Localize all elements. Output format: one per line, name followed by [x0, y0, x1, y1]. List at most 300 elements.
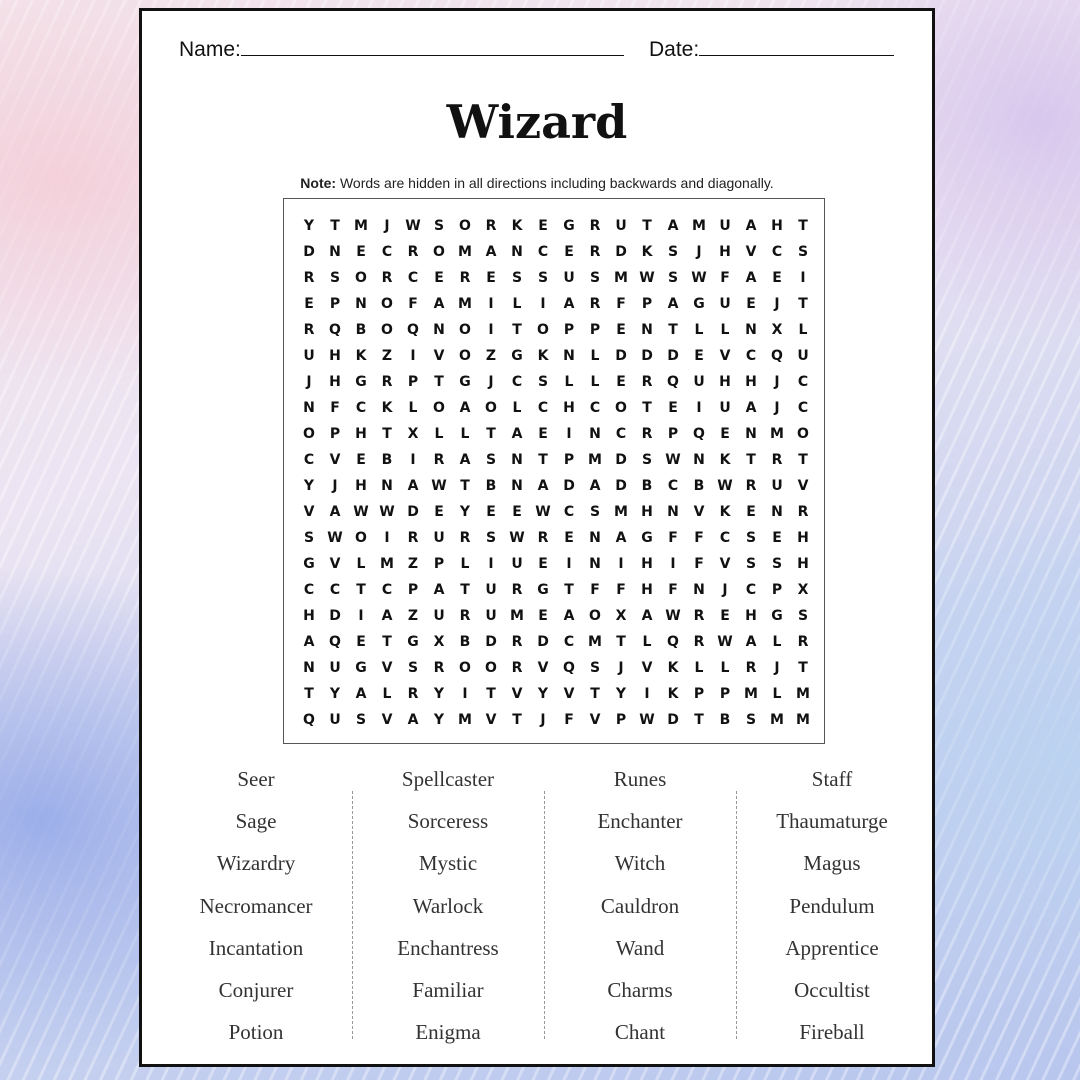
- grid-letter[interactable]: W: [405, 218, 421, 234]
- grid-letter[interactable]: F: [720, 270, 730, 286]
- grid-letter[interactable]: B: [719, 712, 731, 728]
- grid-letter[interactable]: E: [356, 634, 366, 650]
- grid-letter[interactable]: E: [772, 270, 782, 286]
- grid-letter[interactable]: X: [407, 426, 419, 442]
- grid-letter[interactable]: H: [641, 504, 653, 520]
- grid-letter[interactable]: L: [356, 556, 366, 572]
- grid-letter[interactable]: O: [485, 400, 497, 416]
- grid-letter[interactable]: W: [717, 478, 733, 494]
- grid-letter[interactable]: Z: [381, 348, 393, 364]
- grid-letter[interactable]: H: [355, 426, 367, 442]
- grid-letter[interactable]: C: [719, 530, 731, 546]
- grid-letter[interactable]: F: [330, 400, 340, 416]
- grid-letter[interactable]: I: [358, 608, 364, 624]
- grid-letter[interactable]: I: [644, 686, 650, 702]
- grid-letter[interactable]: K: [667, 686, 679, 702]
- grid-letter[interactable]: R: [745, 660, 757, 676]
- grid-letter[interactable]: E: [538, 218, 548, 234]
- grid-letter[interactable]: I: [384, 530, 390, 546]
- grid-letter[interactable]: M: [770, 426, 784, 442]
- grid-letter[interactable]: E: [538, 556, 548, 572]
- grid-letter[interactable]: V: [433, 348, 445, 364]
- grid-letter[interactable]: H: [745, 608, 757, 624]
- grid-letter[interactable]: F: [668, 530, 678, 546]
- grid-letter[interactable]: A: [615, 530, 627, 546]
- grid-letter[interactable]: O: [381, 296, 393, 312]
- grid-letter[interactable]: R: [771, 452, 783, 468]
- grid-letter[interactable]: T: [538, 452, 548, 468]
- grid-letter[interactable]: K: [381, 400, 393, 416]
- grid-letter[interactable]: Y: [303, 478, 315, 494]
- grid-letter[interactable]: S: [641, 452, 653, 468]
- grid-letter[interactable]: H: [797, 530, 809, 546]
- grid-letter[interactable]: S: [511, 270, 523, 286]
- grid-letter[interactable]: J: [774, 296, 780, 312]
- grid-letter[interactable]: U: [719, 218, 731, 234]
- grid-letter[interactable]: C: [537, 400, 549, 416]
- grid-letter[interactable]: R: [745, 478, 757, 494]
- grid-letter[interactable]: O: [459, 660, 471, 676]
- grid-letter[interactable]: D: [667, 348, 679, 364]
- grid-letter[interactable]: E: [564, 244, 574, 260]
- grid-letter[interactable]: Y: [433, 686, 445, 702]
- grid-letter[interactable]: L: [642, 634, 652, 650]
- grid-letter[interactable]: B: [485, 478, 497, 494]
- grid-letter[interactable]: V: [797, 478, 809, 494]
- grid-letter[interactable]: L: [772, 634, 782, 650]
- grid-letter[interactable]: U: [719, 400, 731, 416]
- grid-letter[interactable]: N: [433, 322, 445, 338]
- grid-letter[interactable]: A: [667, 296, 679, 312]
- grid-letter[interactable]: A: [433, 296, 445, 312]
- grid-letter[interactable]: T: [798, 296, 808, 312]
- grid-letter[interactable]: L: [512, 296, 522, 312]
- grid-letter[interactable]: G: [537, 582, 549, 598]
- grid-letter[interactable]: K: [511, 218, 523, 234]
- grid-letter[interactable]: C: [381, 244, 393, 260]
- grid-letter[interactable]: U: [563, 270, 575, 286]
- grid-letter[interactable]: E: [356, 244, 366, 260]
- grid-letter[interactable]: B: [355, 322, 367, 338]
- grid-letter[interactable]: P: [667, 426, 679, 442]
- grid-letter[interactable]: C: [797, 374, 809, 390]
- grid-letter[interactable]: A: [667, 218, 679, 234]
- grid-letter[interactable]: E: [538, 608, 548, 624]
- grid-letter[interactable]: H: [329, 348, 341, 364]
- grid-letter[interactable]: Y: [459, 504, 471, 520]
- grid-letter[interactable]: S: [797, 608, 809, 624]
- grid-letter[interactable]: J: [540, 712, 546, 728]
- grid-letter[interactable]: P: [615, 712, 627, 728]
- grid-letter[interactable]: T: [512, 712, 522, 728]
- grid-letter[interactable]: N: [511, 452, 523, 468]
- grid-letter[interactable]: K: [641, 244, 653, 260]
- grid-letter[interactable]: L: [460, 556, 470, 572]
- grid-letter[interactable]: C: [537, 244, 549, 260]
- grid-letter[interactable]: K: [355, 348, 367, 364]
- grid-letter[interactable]: I: [566, 426, 572, 442]
- grid-letter[interactable]: U: [329, 660, 341, 676]
- grid-letter[interactable]: E: [720, 608, 730, 624]
- grid-letter[interactable]: H: [329, 374, 341, 390]
- grid-letter[interactable]: A: [537, 478, 549, 494]
- grid-letter[interactable]: N: [563, 348, 575, 364]
- grid-letter[interactable]: O: [381, 322, 393, 338]
- grid-letter[interactable]: X: [433, 634, 445, 650]
- grid-letter[interactable]: Y: [615, 686, 627, 702]
- grid-letter[interactable]: O: [459, 218, 471, 234]
- grid-letter[interactable]: T: [642, 400, 652, 416]
- grid-letter[interactable]: L: [434, 426, 444, 442]
- grid-letter[interactable]: T: [694, 712, 704, 728]
- grid-letter[interactable]: J: [332, 478, 338, 494]
- grid-letter[interactable]: R: [693, 608, 705, 624]
- grid-letter[interactable]: P: [589, 322, 601, 338]
- grid-letter[interactable]: H: [563, 400, 575, 416]
- grid-letter[interactable]: A: [745, 400, 757, 416]
- grid-letter[interactable]: M: [510, 608, 524, 624]
- grid-letter[interactable]: P: [329, 426, 341, 442]
- grid-letter[interactable]: C: [381, 582, 393, 598]
- grid-letter[interactable]: C: [615, 426, 627, 442]
- grid-letter[interactable]: N: [303, 400, 315, 416]
- grid-letter[interactable]: V: [537, 660, 549, 676]
- grid-letter[interactable]: C: [797, 400, 809, 416]
- grid-letter[interactable]: V: [303, 504, 315, 520]
- grid-letter[interactable]: C: [355, 400, 367, 416]
- grid-letter[interactable]: R: [641, 426, 653, 442]
- grid-letter[interactable]: Q: [693, 426, 705, 442]
- grid-letter[interactable]: T: [460, 478, 470, 494]
- grid-letter[interactable]: H: [719, 374, 731, 390]
- grid-letter[interactable]: R: [433, 660, 445, 676]
- grid-letter[interactable]: H: [641, 582, 653, 598]
- grid-letter[interactable]: N: [355, 296, 367, 312]
- grid-letter[interactable]: R: [407, 686, 419, 702]
- grid-letter[interactable]: C: [667, 478, 679, 494]
- grid-letter[interactable]: R: [303, 270, 315, 286]
- grid-letter[interactable]: Q: [407, 322, 419, 338]
- grid-letter[interactable]: T: [668, 322, 678, 338]
- grid-letter[interactable]: I: [462, 686, 468, 702]
- grid-letter[interactable]: T: [512, 322, 522, 338]
- grid-letter[interactable]: F: [616, 582, 626, 598]
- grid-letter[interactable]: L: [772, 686, 782, 702]
- grid-letter[interactable]: G: [511, 348, 523, 364]
- grid-letter[interactable]: F: [694, 556, 704, 572]
- grid-letter[interactable]: N: [329, 244, 341, 260]
- grid-letter[interactable]: W: [665, 608, 681, 624]
- grid-letter[interactable]: M: [692, 218, 706, 234]
- grid-letter[interactable]: Q: [667, 374, 679, 390]
- grid-letter[interactable]: A: [329, 504, 341, 520]
- grid-letter[interactable]: S: [537, 270, 549, 286]
- grid-letter[interactable]: J: [618, 660, 624, 676]
- grid-letter[interactable]: A: [745, 270, 757, 286]
- grid-letter[interactable]: W: [509, 530, 525, 546]
- grid-letter[interactable]: T: [330, 218, 340, 234]
- grid-letter[interactable]: J: [696, 244, 702, 260]
- grid-letter[interactable]: G: [771, 608, 783, 624]
- grid-letter[interactable]: A: [485, 244, 497, 260]
- grid-letter[interactable]: G: [355, 374, 367, 390]
- grid-letter[interactable]: S: [303, 530, 315, 546]
- grid-letter[interactable]: P: [693, 686, 705, 702]
- grid-letter[interactable]: J: [722, 582, 728, 598]
- grid-letter[interactable]: C: [511, 374, 523, 390]
- grid-letter[interactable]: W: [535, 504, 551, 520]
- grid-letter[interactable]: W: [639, 712, 655, 728]
- grid-letter[interactable]: G: [407, 634, 419, 650]
- grid-letter[interactable]: M: [744, 686, 758, 702]
- grid-letter[interactable]: L: [460, 426, 470, 442]
- grid-letter[interactable]: V: [381, 712, 393, 728]
- grid-letter[interactable]: U: [771, 478, 783, 494]
- grid-letter[interactable]: L: [720, 660, 730, 676]
- grid-letter[interactable]: W: [327, 530, 343, 546]
- grid-letter[interactable]: D: [563, 478, 575, 494]
- grid-letter[interactable]: W: [431, 478, 447, 494]
- grid-letter[interactable]: J: [384, 218, 390, 234]
- grid-letter[interactable]: N: [589, 556, 601, 572]
- grid-letter[interactable]: O: [433, 400, 445, 416]
- grid-letter[interactable]: C: [407, 270, 419, 286]
- grid-letter[interactable]: O: [433, 244, 445, 260]
- grid-letter[interactable]: T: [304, 686, 314, 702]
- grid-letter[interactable]: D: [485, 634, 497, 650]
- grid-letter[interactable]: H: [303, 608, 315, 624]
- grid-letter[interactable]: N: [771, 504, 783, 520]
- grid-letter[interactable]: K: [667, 660, 679, 676]
- grid-letter[interactable]: F: [408, 296, 418, 312]
- grid-letter[interactable]: E: [512, 504, 522, 520]
- grid-letter[interactable]: S: [771, 556, 783, 572]
- grid-letter[interactable]: Q: [771, 348, 783, 364]
- grid-letter[interactable]: A: [745, 218, 757, 234]
- grid-letter[interactable]: L: [590, 374, 600, 390]
- grid-letter[interactable]: E: [616, 374, 626, 390]
- grid-letter[interactable]: R: [537, 530, 549, 546]
- grid-letter[interactable]: C: [329, 582, 341, 598]
- grid-letter[interactable]: T: [798, 452, 808, 468]
- grid-letter[interactable]: D: [615, 348, 627, 364]
- grid-letter[interactable]: I: [410, 348, 416, 364]
- grid-letter[interactable]: S: [797, 244, 809, 260]
- grid-letter[interactable]: D: [615, 478, 627, 494]
- grid-letter[interactable]: E: [746, 296, 756, 312]
- grid-letter[interactable]: F: [616, 296, 626, 312]
- grid-letter[interactable]: U: [615, 218, 627, 234]
- grid-letter[interactable]: I: [800, 270, 806, 286]
- grid-letter[interactable]: V: [693, 504, 705, 520]
- grid-letter[interactable]: I: [696, 400, 702, 416]
- grid-letter[interactable]: P: [407, 582, 419, 598]
- grid-letter[interactable]: Z: [407, 556, 419, 572]
- grid-letter[interactable]: V: [329, 556, 341, 572]
- grid-letter[interactable]: N: [511, 478, 523, 494]
- grid-letter[interactable]: L: [720, 322, 730, 338]
- grid-letter[interactable]: U: [719, 296, 731, 312]
- grid-letter[interactable]: R: [589, 244, 601, 260]
- grid-letter[interactable]: D: [615, 452, 627, 468]
- grid-letter[interactable]: W: [353, 504, 369, 520]
- grid-letter[interactable]: M: [614, 270, 628, 286]
- grid-letter[interactable]: L: [408, 400, 418, 416]
- grid-letter[interactable]: A: [589, 478, 601, 494]
- grid-letter[interactable]: S: [589, 504, 601, 520]
- grid-letter[interactable]: Z: [485, 348, 497, 364]
- grid-letter[interactable]: S: [433, 218, 445, 234]
- grid-letter[interactable]: L: [694, 660, 704, 676]
- grid-letter[interactable]: C: [563, 504, 575, 520]
- grid-letter[interactable]: T: [590, 686, 600, 702]
- grid-letter[interactable]: M: [458, 712, 472, 728]
- grid-letter[interactable]: G: [641, 530, 653, 546]
- grid-letter[interactable]: O: [303, 426, 315, 442]
- grid-letter[interactable]: N: [641, 322, 653, 338]
- grid-letter[interactable]: T: [616, 634, 626, 650]
- grid-letter[interactable]: X: [615, 608, 627, 624]
- grid-letter[interactable]: V: [589, 712, 601, 728]
- grid-letter[interactable]: L: [512, 400, 522, 416]
- grid-letter[interactable]: O: [615, 400, 627, 416]
- grid-letter[interactable]: S: [745, 530, 757, 546]
- grid-letter[interactable]: E: [304, 296, 314, 312]
- grid-letter[interactable]: R: [459, 608, 471, 624]
- grid-letter[interactable]: Z: [407, 608, 419, 624]
- grid-letter[interactable]: U: [485, 582, 497, 598]
- grid-letter[interactable]: N: [511, 244, 523, 260]
- grid-letter[interactable]: T: [434, 374, 444, 390]
- grid-letter[interactable]: O: [589, 608, 601, 624]
- grid-letter[interactable]: I: [670, 556, 676, 572]
- grid-letter[interactable]: C: [771, 244, 783, 260]
- grid-letter[interactable]: C: [303, 582, 315, 598]
- grid-letter[interactable]: M: [458, 296, 472, 312]
- grid-letter[interactable]: E: [538, 426, 548, 442]
- grid-letter[interactable]: A: [355, 686, 367, 702]
- grid-letter[interactable]: Y: [329, 686, 341, 702]
- grid-letter[interactable]: Q: [329, 634, 341, 650]
- grid-letter[interactable]: A: [381, 608, 393, 624]
- grid-letter[interactable]: R: [303, 322, 315, 338]
- grid-letter[interactable]: C: [589, 400, 601, 416]
- grid-letter[interactable]: B: [459, 634, 471, 650]
- grid-letter[interactable]: M: [796, 686, 810, 702]
- grid-letter[interactable]: V: [563, 686, 575, 702]
- grid-letter[interactable]: R: [459, 530, 471, 546]
- grid-letter[interactable]: Y: [537, 686, 549, 702]
- grid-letter[interactable]: E: [486, 504, 496, 520]
- grid-letter[interactable]: R: [589, 296, 601, 312]
- grid-letter[interactable]: A: [407, 478, 419, 494]
- grid-letter[interactable]: S: [355, 712, 367, 728]
- grid-letter[interactable]: U: [303, 348, 315, 364]
- grid-letter[interactable]: D: [615, 244, 627, 260]
- grid-letter[interactable]: M: [354, 218, 368, 234]
- grid-letter[interactable]: A: [407, 712, 419, 728]
- grid-letter[interactable]: L: [694, 322, 704, 338]
- grid-letter[interactable]: R: [641, 374, 653, 390]
- grid-letter[interactable]: T: [642, 218, 652, 234]
- grid-letter[interactable]: M: [770, 712, 784, 728]
- grid-letter[interactable]: K: [537, 348, 549, 364]
- grid-letter[interactable]: D: [329, 608, 341, 624]
- grid-letter[interactable]: D: [537, 634, 549, 650]
- grid-letter[interactable]: S: [407, 660, 419, 676]
- grid-letter[interactable]: U: [485, 608, 497, 624]
- grid-letter[interactable]: H: [719, 244, 731, 260]
- grid-letter[interactable]: Q: [303, 712, 315, 728]
- grid-letter[interactable]: R: [381, 374, 393, 390]
- grid-letter[interactable]: Y: [433, 712, 445, 728]
- grid-letter[interactable]: W: [665, 452, 681, 468]
- grid-letter[interactable]: I: [410, 452, 416, 468]
- grid-letter[interactable]: V: [511, 686, 523, 702]
- grid-letter[interactable]: W: [717, 634, 733, 650]
- grid-letter[interactable]: I: [488, 296, 494, 312]
- grid-letter[interactable]: H: [771, 218, 783, 234]
- grid-letter[interactable]: E: [668, 400, 678, 416]
- grid-letter[interactable]: S: [667, 270, 679, 286]
- grid-letter[interactable]: J: [774, 400, 780, 416]
- grid-letter[interactable]: S: [589, 660, 601, 676]
- grid-letter[interactable]: J: [488, 374, 494, 390]
- grid-letter[interactable]: Q: [563, 660, 575, 676]
- grid-letter[interactable]: T: [460, 582, 470, 598]
- grid-letter[interactable]: D: [303, 244, 315, 260]
- grid-letter[interactable]: I: [488, 322, 494, 338]
- grid-letter[interactable]: T: [486, 686, 496, 702]
- grid-letter[interactable]: R: [511, 660, 523, 676]
- grid-letter[interactable]: D: [641, 348, 653, 364]
- grid-letter[interactable]: M: [588, 634, 602, 650]
- grid-letter[interactable]: R: [511, 634, 523, 650]
- grid-letter[interactable]: L: [590, 348, 600, 364]
- grid-letter[interactable]: I: [540, 296, 546, 312]
- grid-letter[interactable]: E: [720, 426, 730, 442]
- grid-letter[interactable]: M: [614, 504, 628, 520]
- grid-letter[interactable]: P: [719, 686, 731, 702]
- grid-letter[interactable]: T: [382, 634, 392, 650]
- grid-letter[interactable]: T: [798, 218, 808, 234]
- grid-letter[interactable]: G: [459, 374, 471, 390]
- grid-letter[interactable]: O: [459, 348, 471, 364]
- grid-letter[interactable]: E: [434, 270, 444, 286]
- grid-letter[interactable]: T: [746, 452, 756, 468]
- grid-letter[interactable]: N: [381, 478, 393, 494]
- grid-letter[interactable]: P: [329, 296, 341, 312]
- grid-letter[interactable]: L: [564, 374, 574, 390]
- grid-letter[interactable]: F: [564, 712, 574, 728]
- grid-letter[interactable]: U: [433, 608, 445, 624]
- grid-letter[interactable]: U: [433, 530, 445, 546]
- grid-letter[interactable]: N: [693, 582, 705, 598]
- grid-letter[interactable]: I: [566, 556, 572, 572]
- grid-letter[interactable]: V: [485, 712, 497, 728]
- grid-letter[interactable]: E: [616, 322, 626, 338]
- grid-letter[interactable]: K: [719, 504, 731, 520]
- grid-letter[interactable]: N: [589, 426, 601, 442]
- grid-letter[interactable]: R: [459, 270, 471, 286]
- grid-letter[interactable]: D: [407, 504, 419, 520]
- grid-letter[interactable]: A: [641, 608, 653, 624]
- grid-letter[interactable]: O: [537, 322, 549, 338]
- grid-letter[interactable]: I: [488, 556, 494, 572]
- grid-letter[interactable]: R: [433, 452, 445, 468]
- grid-letter[interactable]: R: [693, 634, 705, 650]
- grid-letter[interactable]: N: [667, 504, 679, 520]
